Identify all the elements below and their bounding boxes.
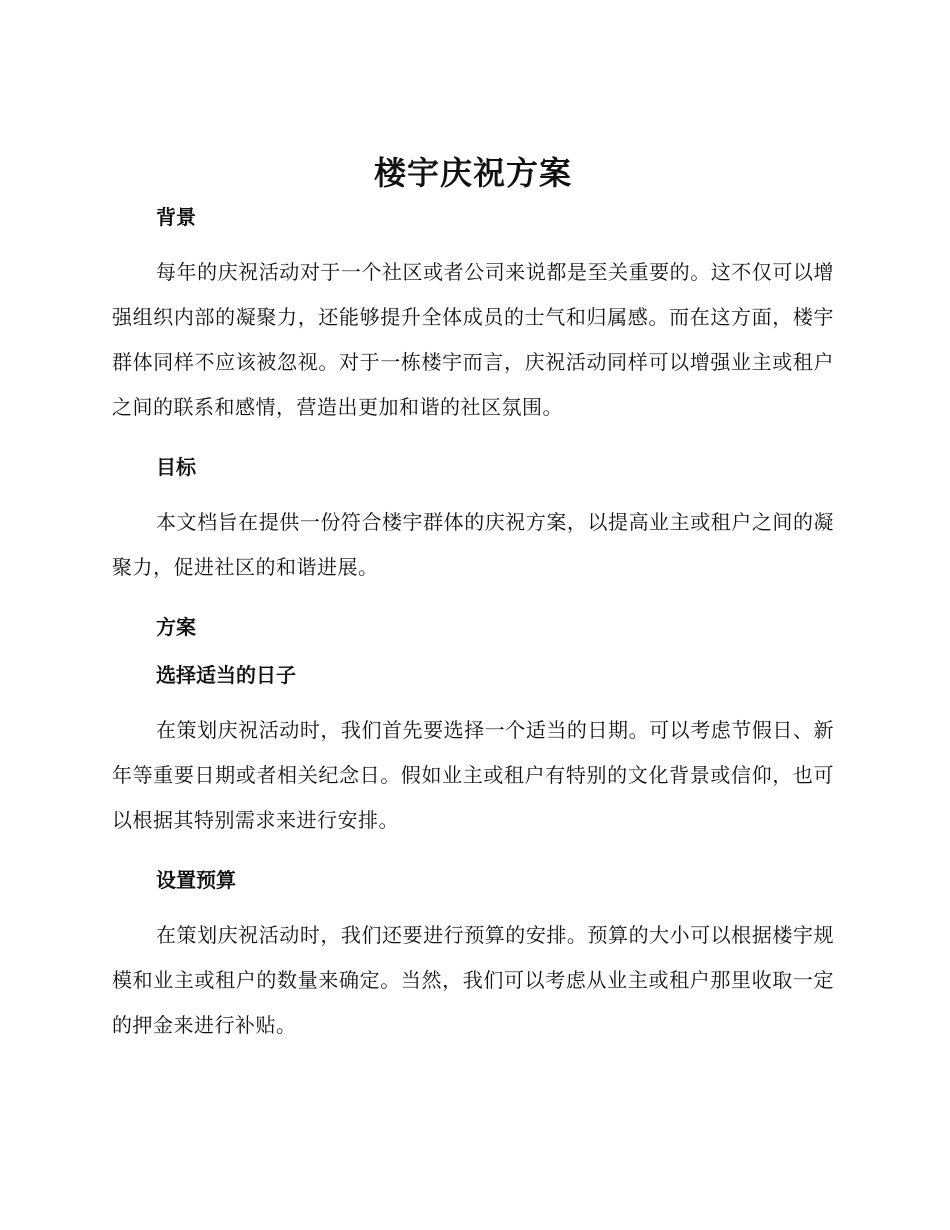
document-page [112,150,834,1048]
goal-paragraph: 本文档旨在提供一份符合楼宇群体的庆祝方案，以提高业主或租户之间的凝聚力，促进社区的和谐进展。 [112,510,834,579]
spacer [112,590,834,612]
spacer [112,482,834,500]
spacer [112,690,834,708]
budget-paragraph: 在策划庆祝活动时，我们还要进行预算的安排。预算的大小可以根据楼宇规模和业主或租户的数量来确定。当然，我们可以考虑从业主或租户那里收取一定的押金来进行补贴。 [112,923,834,1037]
background-heading: 背景 [156,205,196,229]
goal-heading: 目标 [156,455,196,479]
spacer [112,895,834,913]
date-heading: 选择适当的日子 [156,663,296,687]
spacer [112,430,834,452]
plan-heading: 方案 [156,615,196,639]
document-title: 楼宇庆祝方案 [373,154,572,192]
spacer [112,232,834,250]
background-paragraph: 每年的庆祝活动对于一个社区或者公司来说都是至关重要的。这不仅可以增强组织内部的凝聚力，还能够提升全体成员的士气和归属感。而在这方面，楼宇群体同样不应该被忽视。对于一栋楼宇而言，庆祝活动同样可以增强业主或租户之间的联系和感情，营造出更加和谐的社区氛围。 [112,260,834,419]
spacer [112,642,834,660]
budget-heading: 设置预算 [156,868,236,892]
spacer [112,843,834,865]
date-paragraph: 在策划庆祝活动时，我们首先要选择一个适当的日期。可以考虑节假日、新年等重要日期或者相关纪念日。假如业主或租户有特别的文化背景或信仰，也可以根据其特别需求来进行安排。 [112,718,834,832]
